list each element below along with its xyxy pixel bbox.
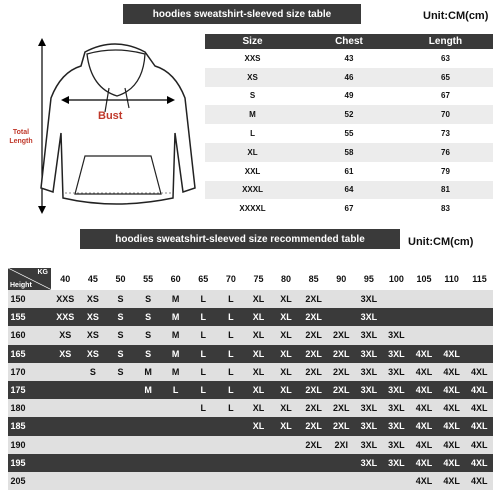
size-recommendation-cell: L <box>189 290 217 308</box>
size-recommendation-cell: 2XL <box>300 417 328 435</box>
size-recommendation-cell <box>410 308 438 326</box>
size-recommendation-cell <box>383 290 411 308</box>
size-recommendation-cell: 4XL <box>410 399 438 417</box>
size-recommendation-cell: 3XL <box>383 417 411 435</box>
size-recommendation-cell <box>217 417 245 435</box>
total-length-label: Total Length <box>9 129 33 145</box>
length-cell: 67 <box>398 87 493 106</box>
height-cell: 185 <box>8 417 52 435</box>
size-recommendation-cell: 2XL <box>300 363 328 381</box>
size-recommendation-cell <box>79 381 107 399</box>
size-recommendation-cell: 4XL <box>410 454 438 472</box>
chest-cell: 64 <box>300 181 398 200</box>
size-recommendation-cell <box>107 417 135 435</box>
size-recommendation-cell: 2XL <box>300 381 328 399</box>
size-recommendation-cell: M <box>162 363 190 381</box>
size-recommendation-cell <box>79 472 107 490</box>
size-recommendation-cell: XS <box>79 345 107 363</box>
size-recommendation-cell <box>134 399 162 417</box>
weight-header: 55 <box>134 268 162 290</box>
size-recommendation-cell: M <box>162 290 190 308</box>
chest-cell: 52 <box>300 105 398 124</box>
size-recommendation-cell: 3XL <box>383 454 411 472</box>
size-recommendation-cell: 2XL <box>327 363 355 381</box>
size-table-unit: Unit:CM(cm) <box>423 10 489 22</box>
size-recommendation-cell: 4XL <box>438 381 466 399</box>
size-recommendation-cell: 4XL <box>438 417 466 435</box>
size-cell: XXL <box>205 162 300 181</box>
height-cell: 205 <box>8 472 52 490</box>
size-recommendation-cell <box>410 290 438 308</box>
size-row <box>205 162 493 181</box>
size-recommendation-cell: L <box>189 345 217 363</box>
size-recommendation-cell <box>300 472 328 490</box>
size-cell: M <box>205 105 300 124</box>
size-recommendation-cell <box>52 454 80 472</box>
height-cell: 155 <box>8 308 52 326</box>
size-recommendation-cell: 3XL <box>355 290 383 308</box>
weight-header: 95 <box>355 268 383 290</box>
height-row <box>8 454 494 472</box>
size-recommendation-cell: S <box>107 290 135 308</box>
weight-header: 105 <box>410 268 438 290</box>
size-recommendation-cell: L <box>189 308 217 326</box>
height-cell: 170 <box>8 363 52 381</box>
size-recommendation-cell: 2XL <box>300 290 328 308</box>
size-recommendation-cell <box>438 326 466 344</box>
size-recommendation-cell <box>107 436 135 454</box>
size-recommendation-cell <box>52 436 80 454</box>
size-recommendation-cell: XL <box>272 308 300 326</box>
size-recommendation-cell: L <box>217 290 245 308</box>
size-recommendation-cell <box>189 454 217 472</box>
weight-header: 70 <box>217 268 245 290</box>
size-recommendation-cell <box>107 399 135 417</box>
size-recommendation-cell: 4XL <box>438 454 466 472</box>
size-recommendation-cell <box>217 454 245 472</box>
size-recommendation-cell: 2XL <box>327 326 355 344</box>
size-recommendation-cell: 2XL <box>327 417 355 435</box>
size-recommendation-cell: 3XL <box>355 363 383 381</box>
size-recommendation-cell: 3XL <box>383 436 411 454</box>
size-recommendation-cell: XL <box>272 326 300 344</box>
size-recommendation-cell: 4XL <box>410 363 438 381</box>
size-recommendation-cell: S <box>134 326 162 344</box>
size-cell: L <box>205 124 300 143</box>
size-recommendation-cell <box>217 472 245 490</box>
size-recommendation-cell <box>438 290 466 308</box>
chest-cell: 67 <box>300 199 398 218</box>
size-recommendation-cell: XS <box>52 326 80 344</box>
size-recommendation-cell: 2XL <box>300 399 328 417</box>
size-recommendation-cell: S <box>79 363 107 381</box>
size-recommendation-cell: 2XL <box>300 308 328 326</box>
size-recommendation-cell <box>107 472 135 490</box>
size-recommendation-cell: XL <box>245 308 273 326</box>
size-recommendation-cell <box>162 454 190 472</box>
size-recommendation-cell <box>79 399 107 417</box>
size-recommendation-cell: 2XL <box>327 381 355 399</box>
size-recommendation-cell: M <box>134 381 162 399</box>
size-recommendation-cell: 2XL <box>300 326 328 344</box>
size-recommendation-cell: L <box>162 381 190 399</box>
size-recommendation-cell: 2XL <box>327 345 355 363</box>
height-cell: 190 <box>8 436 52 454</box>
size-chest-length-table <box>205 34 493 218</box>
size-recommendation-cell: 4XL <box>410 436 438 454</box>
size-recommendation-cell <box>272 436 300 454</box>
size-recommendation-cell: 2XI <box>327 436 355 454</box>
size-recommendation-cell <box>327 454 355 472</box>
size-row <box>205 143 493 162</box>
size-cell: XXS <box>205 49 300 68</box>
size-recommendation-cell: S <box>107 326 135 344</box>
size-row <box>205 124 493 143</box>
size-recommendation-cell <box>134 454 162 472</box>
size-cell: XXXL <box>205 181 300 200</box>
chest-cell: 43 <box>300 49 398 68</box>
height-cell: 180 <box>8 399 52 417</box>
size-recommendation-cell: 4XL <box>410 417 438 435</box>
size-recommendation-cell <box>134 436 162 454</box>
size-recommendation-cell <box>52 417 80 435</box>
size-recommendation-cell <box>79 417 107 435</box>
chest-cell: 55 <box>300 124 398 143</box>
size-recommendation-cell: XS <box>79 326 107 344</box>
size-recommendation-cell: S <box>107 345 135 363</box>
height-row <box>8 363 494 381</box>
height-row <box>8 417 494 435</box>
height-cell: 150 <box>8 290 52 308</box>
size-recommendation-cell: 2XL <box>300 436 328 454</box>
weight-header: 50 <box>107 268 135 290</box>
size-recommendation-cell: L <box>217 345 245 363</box>
size-recommendation-cell: XL <box>245 399 273 417</box>
size-recommendation-cell <box>465 345 493 363</box>
size-recommendation-cell <box>134 417 162 435</box>
size-recommendation-cell: XL <box>272 345 300 363</box>
chest-cell: 58 <box>300 143 398 162</box>
size-recommendation-cell: 3XL <box>355 454 383 472</box>
size-recommendation-cell: 3XL <box>355 399 383 417</box>
length-cell: 76 <box>398 143 493 162</box>
size-recommendation-cell: XL <box>245 290 273 308</box>
size-recommendation-cell: 3XL <box>355 381 383 399</box>
size-cell: S <box>205 87 300 106</box>
size-recommendation-cell: 4XL <box>410 381 438 399</box>
size-recommendation-cell: M <box>162 345 190 363</box>
size-recommendation-cell <box>410 326 438 344</box>
height-row <box>8 436 494 454</box>
size-recommendation-cell: XS <box>52 345 80 363</box>
size-recommendation-cell: L <box>189 381 217 399</box>
size-recommendation-cell: S <box>107 308 135 326</box>
size-recommendation-cell: 3XL <box>383 345 411 363</box>
size-recommendation-cell: XL <box>272 363 300 381</box>
weight-header: 45 <box>79 268 107 290</box>
height-cell: 165 <box>8 345 52 363</box>
length-cell: 70 <box>398 105 493 124</box>
height-row <box>8 381 494 399</box>
chest-cell: 49 <box>300 87 398 106</box>
size-recommendation-cell: 4XL <box>410 345 438 363</box>
size-recommendation-cell <box>465 290 493 308</box>
size-recommendation-cell: 4XL <box>465 363 493 381</box>
size-recommendation-cell <box>245 454 273 472</box>
size-recommendation-cell <box>272 454 300 472</box>
kg-height-corner <box>8 268 52 290</box>
size-recommendation-cell: 4XL <box>465 472 493 490</box>
size-cell: XL <box>205 143 300 162</box>
weight-header: 110 <box>438 268 466 290</box>
size-recommendation-cell: 3XL <box>355 436 383 454</box>
size-recommendation-cell: XS <box>79 308 107 326</box>
size-recommendation-cell: 3XL <box>383 363 411 381</box>
weight-header: 100 <box>383 268 411 290</box>
length-cell: 63 <box>398 49 493 68</box>
length-cell: 65 <box>398 68 493 87</box>
size-recommendation-cell <box>438 308 466 326</box>
size-recommendation-cell <box>465 308 493 326</box>
height-row <box>8 290 494 308</box>
size-recommendation-cell <box>162 436 190 454</box>
size-cell: XS <box>205 68 300 87</box>
height-row <box>8 326 494 344</box>
height-cell: 175 <box>8 381 52 399</box>
weight-header: 80 <box>272 268 300 290</box>
size-row <box>205 87 493 106</box>
chest-cell: 61 <box>300 162 398 181</box>
size-recommendation-cell: XL <box>272 381 300 399</box>
size-table-banner: hoodies sweatshirt-sleeved size table <box>123 4 361 24</box>
size-recommendation-cell: 4XL <box>465 436 493 454</box>
size-cell: XXXXL <box>205 199 300 218</box>
weight-header: 65 <box>189 268 217 290</box>
size-row <box>205 49 493 68</box>
size-recommendation-cell: XL <box>272 399 300 417</box>
size-recommendation-cell: 4XL <box>438 399 466 417</box>
height-row <box>8 308 494 326</box>
size-recommendation-cell <box>107 381 135 399</box>
size-recommendation-cell: XL <box>245 381 273 399</box>
size-recommendation-cell <box>300 454 328 472</box>
size-recommendation-cell <box>162 399 190 417</box>
weight-header: 90 <box>327 268 355 290</box>
size-recommendation-cell: XL <box>245 326 273 344</box>
size-recommendation-cell: XXS <box>52 308 80 326</box>
size-recommendation-cell: XXS <box>52 290 80 308</box>
size-recommendation-cell: M <box>162 326 190 344</box>
kg-label: KG <box>37 269 48 276</box>
size-recommendation-cell: L <box>189 326 217 344</box>
size-recommendation-cell <box>383 472 411 490</box>
height-label: Height <box>10 282 32 289</box>
size-recommendation-cell: 2XL <box>327 399 355 417</box>
size-recommendation-cell <box>107 454 135 472</box>
size-recommendation-cell <box>52 399 80 417</box>
size-recommendation-cell: 4XL <box>438 363 466 381</box>
length-cell: 73 <box>398 124 493 143</box>
size-row <box>205 199 493 218</box>
size-recommendation-cell: 4XL <box>465 454 493 472</box>
size-recommendation-cell <box>52 363 80 381</box>
size-recommendation-cell <box>162 472 190 490</box>
size-recommendation-cell: 4XL <box>438 345 466 363</box>
size-recommendation-cell <box>189 436 217 454</box>
size-row <box>205 68 493 87</box>
height-row <box>8 345 494 363</box>
size-recommendation-cell: 4XL <box>410 472 438 490</box>
height-row <box>8 472 494 490</box>
size-recommendation-cell: 3XL <box>383 399 411 417</box>
size-recommendation-cell: S <box>107 363 135 381</box>
size-recommendation-cell <box>272 472 300 490</box>
size-recommendation-cell: XL <box>272 290 300 308</box>
length-cell: 83 <box>398 199 493 218</box>
size-recommendation-cell <box>383 308 411 326</box>
size-recommendation-cell: 4XL <box>465 399 493 417</box>
size-recommendation-cell <box>189 417 217 435</box>
size-recommendation-cell: L <box>217 326 245 344</box>
size-recommendation-cell <box>327 308 355 326</box>
size-recommendation-cell: 4XL <box>438 472 466 490</box>
size-row <box>205 105 493 124</box>
size-recommendation-cell <box>79 436 107 454</box>
size-recommendation-cell: 3XL <box>355 417 383 435</box>
size-recommendation-cell: 3XL <box>355 308 383 326</box>
size-recommendation-cell <box>134 472 162 490</box>
size-recommendation-cell: 2XL <box>300 345 328 363</box>
size-row <box>205 181 493 200</box>
weight-header: 85 <box>300 268 328 290</box>
size-recommendation-cell: L <box>217 308 245 326</box>
size-recommendation-cell <box>52 472 80 490</box>
recommended-table-banner: hoodies sweatshirt-sleeved size recommended table <box>80 229 400 249</box>
size-recommendation-cell: M <box>134 363 162 381</box>
size-recommendation-cell <box>327 290 355 308</box>
size-recommendation-cell: XS <box>79 290 107 308</box>
col-header-chest: Chest <box>300 34 398 49</box>
weight-header: 75 <box>245 268 273 290</box>
bust-label: Bust <box>98 110 123 122</box>
size-recommendation-cell <box>217 436 245 454</box>
size-recommendation-cell: XL <box>272 417 300 435</box>
recommended-table-unit: Unit:CM(cm) <box>408 236 474 248</box>
chest-cell: 46 <box>300 68 398 87</box>
size-recommendation-cell: 3XL <box>355 345 383 363</box>
size-recommendation-cell: 4XL <box>465 417 493 435</box>
length-cell: 81 <box>398 181 493 200</box>
size-recommendation-cell <box>245 472 273 490</box>
size-recommendation-cell: 3XL <box>383 326 411 344</box>
size-recommendation-cell: L <box>217 381 245 399</box>
weight-header: 60 <box>162 268 190 290</box>
size-recommendation-cell <box>189 472 217 490</box>
height-cell: 195 <box>8 454 52 472</box>
size-recommendation-cell: L <box>217 399 245 417</box>
size-recommendation-cell <box>52 381 80 399</box>
weight-header: 40 <box>52 268 80 290</box>
size-recommendation-cell: S <box>134 345 162 363</box>
length-cell: 79 <box>398 162 493 181</box>
height-row <box>8 399 494 417</box>
size-recommendation-cell: 4XL <box>438 436 466 454</box>
size-recommendation-cell: L <box>189 363 217 381</box>
size-recommendation-cell: S <box>134 308 162 326</box>
col-header-size: Size <box>205 34 300 49</box>
size-recommendation-cell <box>465 326 493 344</box>
size-recommendation-cell: XL <box>245 345 273 363</box>
weight-header: 115 <box>465 268 493 290</box>
size-recommendation-cell <box>355 472 383 490</box>
size-recommendation-cell: M <box>162 308 190 326</box>
size-recommendation-cell: L <box>217 363 245 381</box>
col-header-length: Length <box>398 34 493 49</box>
size-recommendation-cell <box>245 436 273 454</box>
size-recommendation-cell: XL <box>245 363 273 381</box>
height-cell: 160 <box>8 326 52 344</box>
size-recommendation-cell <box>162 417 190 435</box>
size-recommendation-cell: XL <box>245 417 273 435</box>
size-recommendation-cell <box>327 472 355 490</box>
size-recommendation-cell: L <box>189 399 217 417</box>
size-recommendation-cell: 4XL <box>465 381 493 399</box>
size-recommendation-cell: 3XL <box>355 326 383 344</box>
recommended-size-table <box>7 268 493 490</box>
size-recommendation-cell: S <box>134 290 162 308</box>
size-recommendation-cell <box>79 454 107 472</box>
size-recommendation-cell: 3XL <box>383 381 411 399</box>
